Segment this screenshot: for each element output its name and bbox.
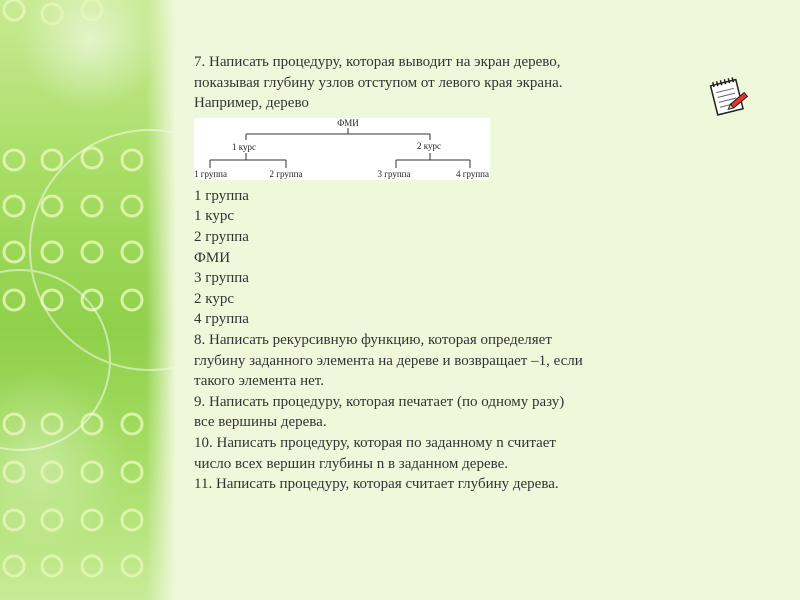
tree-node-course: 1 курс xyxy=(232,141,256,152)
intro-line: показывая глубину узлов отступом от левого края экрана. xyxy=(194,74,563,91)
output-line: 1 курс xyxy=(194,208,234,225)
output-line: 2 курс xyxy=(194,290,234,307)
decorative-left-panel xyxy=(0,0,176,600)
tree-node-course: 2 курс xyxy=(417,140,441,151)
output-line: 1 группа xyxy=(194,187,249,204)
task-line: все вершины дерева. xyxy=(194,414,327,431)
task-line: 9. Написать процедуру, которая печатает (по одному разу) xyxy=(194,393,565,410)
tree-node-group: 3 группа xyxy=(377,168,411,179)
intro-line: Например, дерево xyxy=(194,95,309,112)
tree-node-group: 4 группа xyxy=(456,168,489,179)
task-line: число всех вершин глубины n в заданном дереве. xyxy=(194,455,509,472)
task-line: глубину заданного элемента на дереве и возвращает –1, если xyxy=(194,352,583,369)
output-line: ФМИ xyxy=(194,249,231,266)
task-line: 8. Написать рекурсивную функцию, которая определяет xyxy=(194,331,552,348)
task-line: такого элемента нет. xyxy=(194,373,324,390)
notepad-pencil-icon xyxy=(706,76,752,116)
tree-node-group: 1 группа xyxy=(194,168,227,179)
slide-content xyxy=(194,52,674,495)
task-line: 10. Написать процедуру, которая по заданному n считает xyxy=(194,434,556,451)
task-line: 11. Написать процедуру, которая считает глубину дерева. xyxy=(194,476,559,493)
tree-node-root: ФМИ xyxy=(337,117,359,128)
output-line: 2 группа xyxy=(194,228,249,245)
output-line: 3 группа xyxy=(194,270,249,287)
output-line: 4 группа xyxy=(194,311,249,328)
intro-line: 7. Написать процедуру, которая выводит на экран дерево, xyxy=(194,54,561,70)
tree-node-group: 2 группа xyxy=(269,168,303,179)
tree-diagram xyxy=(194,118,490,180)
